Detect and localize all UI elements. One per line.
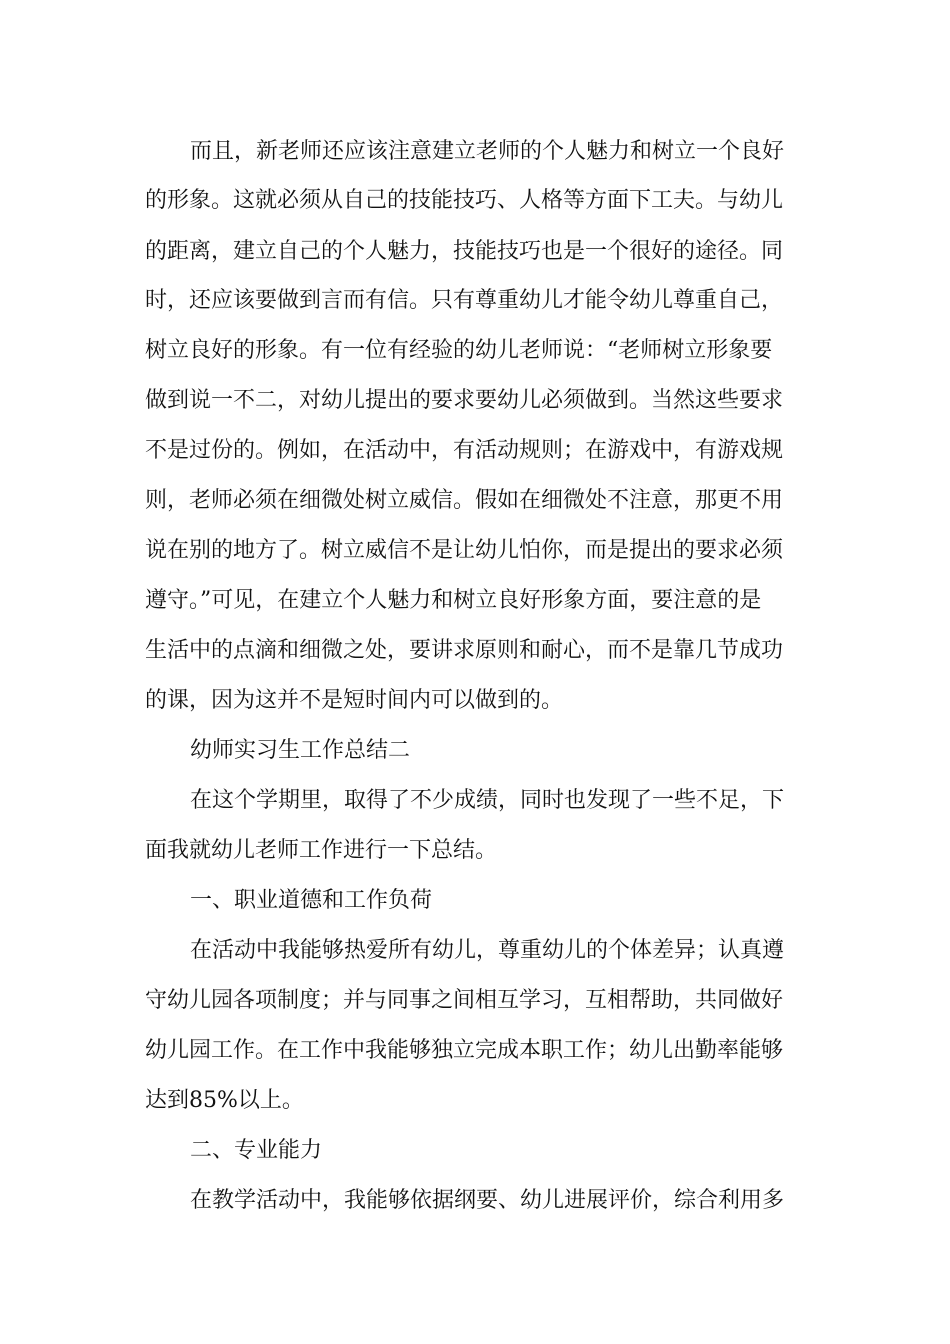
paragraph-line: 面我就幼儿老师工作进行一下总结。 bbox=[145, 838, 498, 863]
paragraph-line: 做到说一不二，对幼儿提出的要求要幼儿必须做到。当然这些要求 bbox=[145, 388, 784, 413]
paragraph-line: 达到85%以上。 bbox=[145, 1088, 304, 1113]
paragraph-line: 生活中的点滴和细微之处，要讲求原则和耐心，而不是靠几节成功 bbox=[145, 638, 784, 663]
paragraph-line: 在教学活动中，我能够依据纲要、幼儿进展评价，综合利用多 bbox=[190, 1188, 785, 1213]
section-heading: 一、职业道德和工作负荷 bbox=[190, 888, 433, 913]
paragraph-line: 守幼儿园各项制度；并与同事之间相互学习，互相帮助，共同做好 bbox=[145, 988, 784, 1013]
paragraph-line: 而且，新老师还应该注意建立老师的个人魅力和树立一个良好 bbox=[190, 139, 785, 164]
paragraph-line: 的距离，建立自己的个人魅力，技能技巧也是一个很好的途径。同 bbox=[145, 239, 784, 264]
paragraph-line: 幼儿园工作。在工作中我能够独立完成本职工作；幼儿出勤率能够 bbox=[145, 1038, 784, 1063]
paragraph-line: 在活动中我能够热爱所有幼儿，尊重幼儿的个体差异；认真遵 bbox=[190, 938, 785, 963]
paragraph-line: 遵守。”可见，在建立个人魅力和树立良好形象方面，要注意的是 bbox=[145, 588, 762, 613]
paragraph-line: 说在别的地方了。树立威信不是让幼儿怕你，而是提出的要求必须 bbox=[145, 538, 784, 563]
paragraph-line: 的形象。这就必须从自己的技能技巧、人格等方面下工夫。与幼儿 bbox=[145, 188, 784, 213]
paragraph-line: 在这个学期里，取得了不少成绩，同时也发现了一些不足，下 bbox=[190, 788, 785, 813]
paragraph-line: 的课，因为这并不是短时间内可以做到的。 bbox=[145, 688, 564, 713]
paragraph-line: 不是过份的。例如，在活动中，有活动规则；在游戏中，有游戏规 bbox=[145, 438, 784, 463]
section-heading: 幼师实习生工作总结二 bbox=[190, 738, 411, 763]
paragraph-line: 时，还应该要做到言而有信。只有尊重幼儿才能令幼儿尊重自己， bbox=[145, 288, 784, 313]
paragraph-line: 则，老师必须在细微处树立威信。假如在细微处不注意，那更不用 bbox=[145, 488, 784, 513]
section-heading: 二、专业能力 bbox=[190, 1138, 323, 1163]
paragraph-line: 树立良好的形象。有一位有经验的幼儿老师说：“老师树立形象要 bbox=[145, 338, 773, 363]
